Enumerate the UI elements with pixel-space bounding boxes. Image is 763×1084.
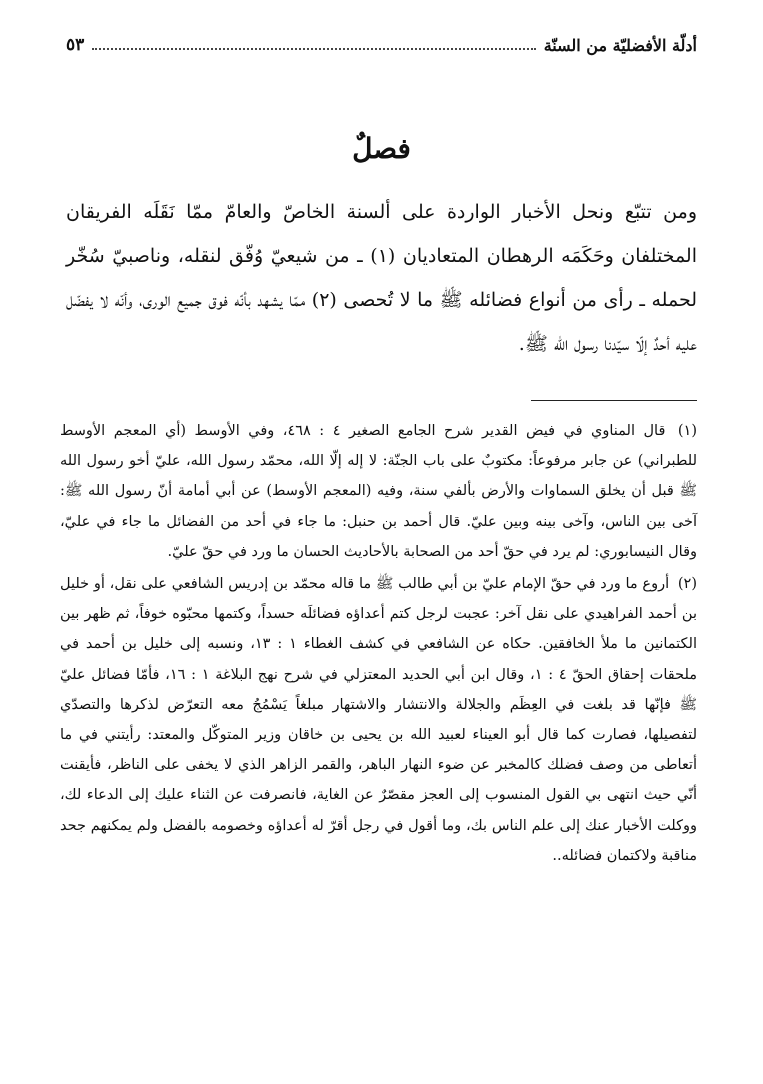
main-body [66,190,697,366]
footnote-text: أروع ما ورد في حقّ الإمام عليّ بن أبي طالب ﷺ ما قاله محمّد بن إدريس الشافعي على نقل، أو خليل بن أحمد الفراهيدي على نقل آخر: عجبت لرجل كتم أعداؤه فضائلَه حسداً، وكتمها محبّوه خوفاً، ثم ظهر بين الكتمانين ما ملأ الخافقين. حكاه عن الشافعي في كشف الغطاء ١ : ١٣، ونسبه إلى خليل بن أحمد في ملحقات إحقاق الحقّ ٤ : ١، وقال ابن أبي الحديد المعتزلي في شرح نهج البلاغة ١ : ١٦، فأمّا فضائل عليّ ﷺ فإنّها قد بلغت في العِظَم والجلالة والانتشار والاشتهار مبلغاً يَسْمُجُ معه التعرّض لذكرها والتصدّي لتفصيلها، فصارت كما قال أبو العيناء لعبيد الله بن يحيى بن خاقان وزير المتوكّل والمعتد: رأيتني في ما أتعاطى من وصف فضلك كالمخبر عن ضوء النهار الباهر، والقمر الزاهر الذي لا يخفى على الناظر، فأيقنت أنّي حيث انتهى بي القول المنسوب إلى العجز مقصّرٌ عن الغاية، فانصرفت عن الثناء عليك إلى الدعاء لك، ووكلت الأخبار عنك إلى علم الناس بك، وما أقول في رجل أقرّ له أعداؤه وخصومه بالفضل ولم يمكنهم جحد مناقبة ولاكتمان فضائله.. [60,576,698,864]
footnote-number: (٢) [677,576,698,593]
footnote-1 [60,416,697,567]
section-title: فصلٌ [352,132,411,165]
footnote-number: (١) [677,423,698,439]
footnote-divider [531,400,697,401]
running-header [66,30,697,60]
body-paragraph: ومن تتبّع ونحل الأخبار الواردة على ألسنة الخاصّ والعامّ ممّا نَقَلَه الفريقان المختلفان وحَكَمَه الرهطان المتعاديان (١) ـ من شيعيّ وُفّق لنقله، وناصبيّ سُخّر لحمله ـ رأى من أنواع فضائله ﷺ ما لا تُحصى (٢) ممّا يشهد بأنّه فوق جميع الورى، وأنّه لا يفضّل عليه أحدٌ إلّا سيّدنا رسول الله ﷺ. [66,201,698,355]
footnote-2 [60,569,697,871]
page-number: ٥٣ [66,35,85,55]
footnotes [60,416,697,873]
running-title: أدلّة الأفضليّة من السنّة [543,35,697,55]
dotted-leader [92,48,535,50]
footnote-text: قال المناوي في فيض القدير شرح الجامع الصغير ٤ : ٤٦٨، وفي الأوسط (أي المعجم الأوسط للطبراني) عن جابر مرفوعاً: مكتوبٌ على باب الجنّة: لا إله إلّا الله، محمّد رسول الله، عليّ أخو رسول الله ﷺ قبل أن يخلق السماوات والأرض بألفي سنة، وفيه (المعجم الأوسط) عن أبي أمامة أنّ رسول الله ﷺ: آخى بين الناس، وآخى بينه وبين عليّ. قال أحمد بن حنبل: ما جاء في أحد من الفضائل ما جاء في عليّ، وقال النيسابوري: لم يرد في حقّ أحد من الصحابة بالأحاديث الحسان ما ورد في حقّ عليّ. [60,423,697,560]
